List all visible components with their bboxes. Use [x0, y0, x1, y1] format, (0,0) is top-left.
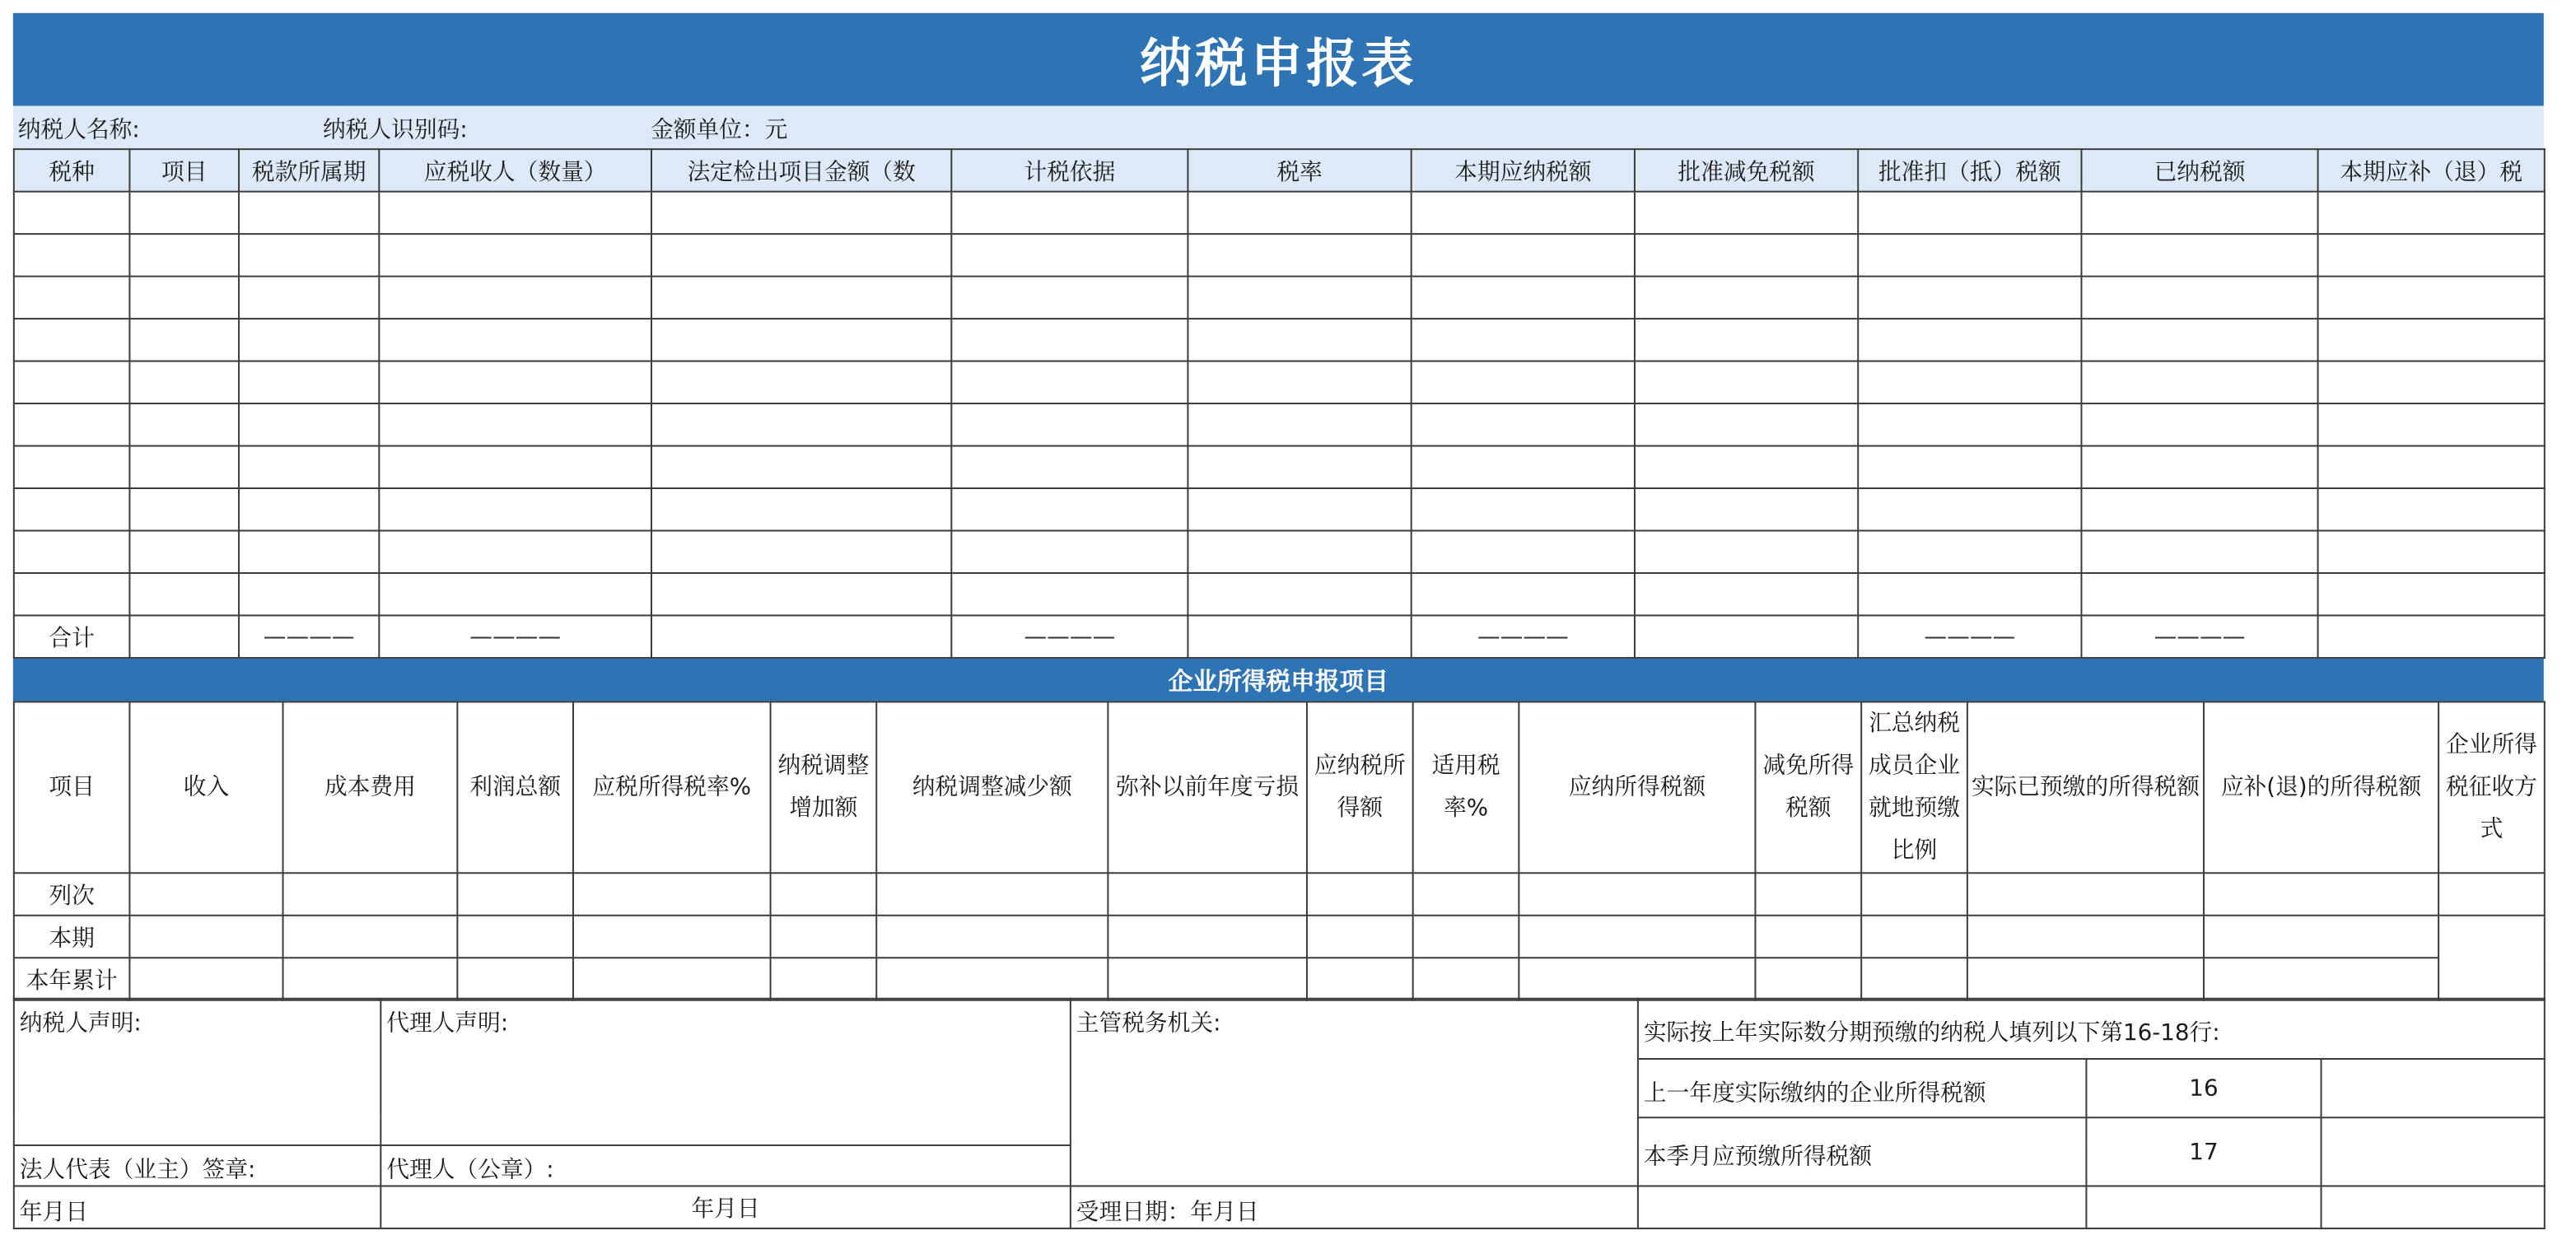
tax-table-cell[interactable]: [14, 361, 130, 403]
decl-empty-cell[interactable]: [1638, 1186, 2086, 1228]
tax-table-row: [14, 192, 2545, 234]
tax-table-cell[interactable]: [379, 573, 651, 615]
corp-cell[interactable]: [1967, 958, 2204, 1000]
tax-table-cell[interactable]: [1635, 361, 1858, 403]
total-cell[interactable]: [129, 615, 239, 657]
tax-table-cell[interactable]: [1412, 277, 1635, 319]
quarter-prepay-line: 17: [2086, 1117, 2321, 1186]
corp-cell[interactable]: [283, 958, 458, 1000]
total-label: 合计: [14, 615, 130, 657]
corp-header-income-tax-reduction: 减免所得税额: [1755, 702, 1861, 873]
tax-table-cell[interactable]: [2318, 192, 2545, 234]
tax-table-cell[interactable]: [239, 530, 379, 572]
tax-table-cell[interactable]: [379, 277, 651, 319]
tax-table-cell[interactable]: [1188, 573, 1411, 615]
tax-table-cell[interactable]: [379, 234, 651, 276]
corp-row-year-cumulative: [14, 958, 2545, 1000]
tax-table-cell[interactable]: [379, 530, 651, 572]
corp-row-current: [14, 916, 2545, 958]
corp-cell[interactable]: [876, 958, 1108, 1000]
tax-table-row: [14, 361, 2545, 403]
tax-table-row: [14, 319, 2545, 361]
accept-date[interactable]: 受理日期：年月日: [1071, 1186, 1638, 1228]
tax-table-header-row: [14, 149, 2545, 191]
tax-table-cell[interactable]: [1858, 403, 2081, 445]
corp-cell[interactable]: [573, 873, 771, 915]
tax-table-cell[interactable]: [2318, 361, 2545, 403]
corp-cell[interactable]: [1108, 916, 1307, 958]
header-supplement-refund: 本期应补（退）税: [2318, 149, 2545, 191]
tax-table-cell[interactable]: [651, 319, 951, 361]
tax-table-cell[interactable]: [2081, 573, 2317, 615]
tax-table-cell[interactable]: [1635, 446, 1858, 488]
tax-table-cell[interactable]: [1412, 319, 1635, 361]
corp-cell[interactable]: [1755, 873, 1861, 915]
legal-rep-signature[interactable]: 法人代表（业主）签章:: [14, 1145, 381, 1186]
tax-table-cell[interactable]: [951, 277, 1188, 319]
tax-table-cell[interactable]: [1858, 488, 2081, 530]
tax-table-cell[interactable]: [2318, 277, 2545, 319]
corp-cell[interactable]: [771, 958, 877, 1000]
agent-date[interactable]: 年月日: [380, 1186, 1071, 1228]
last-year-tax-label: 上一年度实际缴纳的企业所得税额: [1638, 1059, 2086, 1117]
tax-table-cell[interactable]: [239, 277, 379, 319]
tax-table-cell[interactable]: [379, 319, 651, 361]
tax-total-row: [14, 615, 2545, 657]
tax-table-cell[interactable]: [1858, 530, 2081, 572]
tax-authority: 主管税务机关:: [1071, 999, 1638, 1186]
tax-table-cell[interactable]: [2318, 488, 2545, 530]
tax-table-cell[interactable]: [2081, 403, 2317, 445]
corp-income-tax-table: [13, 701, 2546, 1000]
tax-table-cell[interactable]: [129, 361, 239, 403]
tax-table-cell[interactable]: [1412, 488, 1635, 530]
corp-cell[interactable]: [2438, 873, 2545, 915]
corp-cell[interactable]: [283, 916, 458, 958]
corp-cell[interactable]: [457, 958, 573, 1000]
declaration-table: [13, 998, 2546, 1229]
header-tax-type: 税种: [14, 149, 130, 191]
tax-table-row: [14, 446, 2545, 488]
total-cell[interactable]: [1188, 615, 1411, 657]
tax-table-row: [14, 234, 2545, 276]
corp-cell[interactable]: [1413, 958, 1519, 1000]
tax-table-cell[interactable]: [1188, 530, 1411, 572]
tax-table-cell[interactable]: [14, 530, 130, 572]
tax-table-cell[interactable]: [14, 488, 130, 530]
tax-table-row: [14, 573, 2545, 615]
corp-collection-method-cell[interactable]: [2438, 916, 2545, 1000]
corp-cell[interactable]: [1413, 873, 1519, 915]
tax-table-row: [14, 488, 2545, 530]
header-legal-inspection-amount: 法定检出项目金额（数: [651, 149, 951, 191]
decl-row-1: [14, 999, 2545, 1059]
tax-table-cell[interactable]: [1635, 403, 1858, 445]
corp-cell[interactable]: [1861, 873, 1967, 915]
corp-header-prepaid-tax: 实际已预缴的所得税额: [1967, 702, 2204, 873]
decl-row-5: [14, 1186, 2545, 1228]
total-cell[interactable]: [2318, 615, 2545, 657]
tax-table-cell[interactable]: [2318, 530, 2545, 572]
tax-table-cell[interactable]: [2318, 319, 2545, 361]
info-bar: [13, 106, 2544, 148]
tax-table-cell[interactable]: [1188, 234, 1411, 276]
agent-seal[interactable]: 代理人（公章）:: [380, 1145, 1071, 1186]
tax-table-cell[interactable]: [651, 488, 951, 530]
tax-table-cell[interactable]: [129, 319, 239, 361]
corp-cell[interactable]: [573, 916, 771, 958]
tax-table-cell[interactable]: [1858, 277, 2081, 319]
tax-table-cell[interactable]: [951, 234, 1188, 276]
tax-table-cell[interactable]: [129, 403, 239, 445]
tax-table-cell[interactable]: [129, 446, 239, 488]
tax-table-cell[interactable]: [1188, 361, 1411, 403]
tax-table-cell[interactable]: [2081, 319, 2317, 361]
tax-table-cell[interactable]: [239, 234, 379, 276]
agent-statement: 代理人声明:: [380, 999, 1071, 1145]
tax-table-cell[interactable]: [239, 446, 379, 488]
tax-table-cell[interactable]: [129, 530, 239, 572]
tax-table-cell[interactable]: [1188, 192, 1411, 234]
corp-header-row: [14, 702, 2545, 873]
corp-header-taxable-rate: 应税所得税率%: [573, 702, 771, 873]
corp-cell[interactable]: [1307, 873, 1413, 915]
corp-header-applicable-rate: 适用税率%: [1413, 702, 1519, 873]
corp-header-total-profit: 利润总额: [457, 702, 573, 873]
tax-table-cell[interactable]: [951, 403, 1188, 445]
tax-table-cell[interactable]: [1635, 488, 1858, 530]
total-dash: ————: [2081, 615, 2317, 657]
corp-cell[interactable]: [1413, 916, 1519, 958]
header-approved-reduction: 批准减免税额: [1635, 149, 1858, 191]
tax-table-cell[interactable]: [1858, 234, 2081, 276]
corp-cell[interactable]: [457, 916, 573, 958]
corp-cell[interactable]: [1755, 916, 1861, 958]
tax-table-cell[interactable]: [14, 403, 130, 445]
tax-summary-table: [13, 148, 2546, 659]
tax-table-cell[interactable]: [1188, 277, 1411, 319]
tax-table-cell[interactable]: [1412, 361, 1635, 403]
header-item: 项目: [129, 149, 239, 191]
quarter-prepay-value[interactable]: [2322, 1117, 2545, 1186]
header-paid-tax: 已纳税额: [2081, 149, 2317, 191]
total-dash: ————: [379, 615, 651, 657]
tax-table-cell[interactable]: [2081, 234, 2317, 276]
corp-cell[interactable]: [1967, 916, 2204, 958]
taxpayer-name-label: 纳税人名称:: [17, 117, 140, 144]
tax-table-cell[interactable]: [651, 403, 951, 445]
tax-table-cell[interactable]: [1188, 403, 1411, 445]
corp-cell[interactable]: [2204, 916, 2438, 958]
tax-table-cell[interactable]: [239, 361, 379, 403]
tax-table-cell[interactable]: [2081, 446, 2317, 488]
corp-cell[interactable]: [876, 916, 1108, 958]
tax-table-cell[interactable]: [1858, 361, 2081, 403]
corp-header-adjust-increase: 纳税调整增加额: [771, 702, 877, 873]
tax-table-cell[interactable]: [129, 488, 239, 530]
total-dash: ————: [1412, 615, 1635, 657]
tax-table-cell[interactable]: [2318, 403, 2545, 445]
total-dash: ————: [951, 615, 1188, 657]
corp-header-item: 项目: [14, 702, 130, 873]
tax-table-cell[interactable]: [14, 277, 130, 319]
tax-table-cell[interactable]: [1412, 446, 1635, 488]
corp-cell[interactable]: [283, 873, 458, 915]
tax-table-cell[interactable]: [2318, 446, 2545, 488]
tax-table-cell[interactable]: [2081, 488, 2317, 530]
corp-cell[interactable]: [1108, 958, 1307, 1000]
tax-table-cell[interactable]: [1635, 573, 1858, 615]
corp-cell[interactable]: [129, 873, 282, 915]
taxpayer-statement: 纳税人声明:: [14, 999, 381, 1145]
corp-cell[interactable]: [771, 916, 877, 958]
corp-cell[interactable]: [1861, 958, 1967, 1000]
corp-row-label: 本期: [14, 916, 130, 958]
total-dash: ————: [1858, 615, 2081, 657]
corp-header-payable-income-tax: 应纳所得税额: [1519, 702, 1755, 873]
corp-cell[interactable]: [2204, 873, 2438, 915]
tax-table-cell[interactable]: [2081, 277, 2317, 319]
prepay-note: 实际按上年实际数分期预缴的纳税人填列以下第16-18行:: [1638, 999, 2545, 1059]
tax-table-cell[interactable]: [239, 488, 379, 530]
tax-table-cell[interactable]: [379, 488, 651, 530]
corp-row-label: 本年累计: [14, 958, 130, 1000]
tax-table-cell[interactable]: [2318, 573, 2545, 615]
total-dash: ————: [239, 615, 379, 657]
tax-table-cell[interactable]: [951, 573, 1188, 615]
tax-table-cell[interactable]: [14, 573, 130, 615]
corp-header-cost: 成本费用: [283, 702, 458, 873]
corp-header-collection-method: 企业所得税征收方式: [2438, 702, 2545, 873]
tax-table-cell[interactable]: [1635, 277, 1858, 319]
decl-empty-cell[interactable]: [2086, 1186, 2321, 1228]
tax-table-row: [14, 530, 2545, 572]
corp-cell[interactable]: [1519, 916, 1755, 958]
tax-table-cell[interactable]: [1635, 319, 1858, 361]
tax-table-cell[interactable]: [239, 573, 379, 615]
tax-table-cell[interactable]: [1635, 192, 1858, 234]
corp-section-title: 企业所得税申报项目: [13, 659, 2544, 701]
tax-table-cell[interactable]: [1412, 234, 1635, 276]
tax-table-cell[interactable]: [1412, 192, 1635, 234]
tax-table-cell[interactable]: [2081, 361, 2317, 403]
tax-table-cell[interactable]: [1188, 446, 1411, 488]
corp-row-column-no: [14, 873, 2545, 915]
tax-table-cell[interactable]: [651, 446, 951, 488]
tax-table-cell[interactable]: [951, 319, 1188, 361]
tax-table-cell[interactable]: [651, 573, 951, 615]
tax-table-row: [14, 277, 2545, 319]
tax-table-cell[interactable]: [379, 403, 651, 445]
decl-empty-cell[interactable]: [2322, 1186, 2545, 1228]
tax-table-cell[interactable]: [239, 403, 379, 445]
tax-table-body: [14, 192, 2545, 616]
corp-cell[interactable]: [1307, 958, 1413, 1000]
tax-table-cell[interactable]: [1635, 234, 1858, 276]
tax-table-cell[interactable]: [379, 446, 651, 488]
tax-table-cell[interactable]: [1858, 446, 2081, 488]
corp-header-adjust-decrease: 纳税调整减少额: [876, 702, 1108, 873]
corp-cell[interactable]: [1108, 873, 1307, 915]
corp-cell[interactable]: [1519, 873, 1755, 915]
corp-cell[interactable]: [1967, 873, 2204, 915]
corp-cell[interactable]: [1861, 916, 1967, 958]
corp-cell[interactable]: [1755, 958, 1861, 1000]
tax-table-cell[interactable]: [129, 192, 239, 234]
tax-table-cell[interactable]: [129, 234, 239, 276]
quarter-prepay-label: 本季月应预缴所得税额: [1638, 1117, 2086, 1186]
tax-table-cell[interactable]: [1635, 530, 1858, 572]
form-title: 纳税申报表: [13, 13, 2544, 106]
tax-table-row: [14, 403, 2545, 445]
amount-unit-label: 金额单位：元: [651, 117, 788, 144]
corp-cell[interactable]: [2204, 958, 2438, 1000]
corp-cell[interactable]: [1307, 916, 1413, 958]
tax-table-cell[interactable]: [651, 530, 951, 572]
corp-header-member-prepay-ratio: 汇总纳税成员企业就地预缴比例: [1861, 702, 1967, 873]
corp-header-supplement-refund: 应补(退)的所得税额: [2204, 702, 2438, 873]
tax-table-cell[interactable]: [14, 319, 130, 361]
tax-table-cell[interactable]: [379, 361, 651, 403]
corp-cell[interactable]: [129, 916, 282, 958]
tax-table-cell[interactable]: [1412, 403, 1635, 445]
corp-header-loss-offset: 弥补以前年度亏损: [1108, 702, 1307, 873]
tax-table-cell[interactable]: [239, 319, 379, 361]
corp-cell[interactable]: [771, 873, 877, 915]
last-year-tax-value[interactable]: [2322, 1059, 2545, 1117]
corp-row-label: 列次: [14, 873, 130, 915]
corp-cell[interactable]: [1519, 958, 1755, 1000]
corp-header-income: 收入: [129, 702, 282, 873]
tax-table-cell[interactable]: [651, 361, 951, 403]
tax-table-cell[interactable]: [651, 192, 951, 234]
corp-cell[interactable]: [573, 958, 771, 1000]
corp-cell[interactable]: [457, 873, 573, 915]
header-tax-rate: 税率: [1188, 149, 1411, 191]
taxpayer-date[interactable]: 年月日: [14, 1186, 381, 1228]
tax-table-cell[interactable]: [1188, 488, 1411, 530]
tax-table-cell[interactable]: [951, 446, 1188, 488]
taxpayer-id-label: 纳税人识别码:: [323, 117, 468, 144]
tax-table-cell[interactable]: [14, 446, 130, 488]
corp-header-taxable-income: 应纳税所得额: [1307, 702, 1413, 873]
header-tax-period: 税款所属期: [239, 149, 379, 191]
tax-table-cell[interactable]: [2318, 234, 2545, 276]
tax-table-cell[interactable]: [1858, 573, 2081, 615]
tax-table-cell[interactable]: [2081, 192, 2317, 234]
header-taxable-income: 应税收人（数量）: [379, 149, 651, 191]
last-year-tax-line: 16: [2086, 1059, 2321, 1117]
tax-table-cell[interactable]: [1188, 319, 1411, 361]
header-tax-basis: 计税依据: [951, 149, 1188, 191]
tax-table-cell[interactable]: [951, 488, 1188, 530]
tax-table-cell[interactable]: [239, 192, 379, 234]
tax-table-cell[interactable]: [14, 192, 130, 234]
tax-table-cell[interactable]: [14, 234, 130, 276]
tax-table-cell[interactable]: [951, 361, 1188, 403]
total-cell[interactable]: [651, 615, 951, 657]
tax-table-cell[interactable]: [1858, 319, 2081, 361]
tax-table-cell[interactable]: [379, 192, 651, 234]
tax-table-cell[interactable]: [1858, 192, 2081, 234]
tax-table-cell[interactable]: [129, 277, 239, 319]
corp-cell[interactable]: [129, 958, 282, 1000]
tax-table-cell[interactable]: [951, 192, 1188, 234]
header-payable-tax: 本期应纳税额: [1412, 149, 1635, 191]
tax-table-cell[interactable]: [951, 530, 1188, 572]
tax-table-cell[interactable]: [1412, 573, 1635, 615]
tax-table-cell[interactable]: [651, 234, 951, 276]
total-cell[interactable]: [1635, 615, 1858, 657]
tax-table-cell[interactable]: [651, 277, 951, 319]
corp-cell[interactable]: [876, 873, 1108, 915]
header-approved-deduction: 批准扣（抵）税额: [1858, 149, 2081, 191]
tax-table-cell[interactable]: [2081, 530, 2317, 572]
tax-table-cell[interactable]: [129, 573, 239, 615]
tax-table-cell[interactable]: [1412, 530, 1635, 572]
